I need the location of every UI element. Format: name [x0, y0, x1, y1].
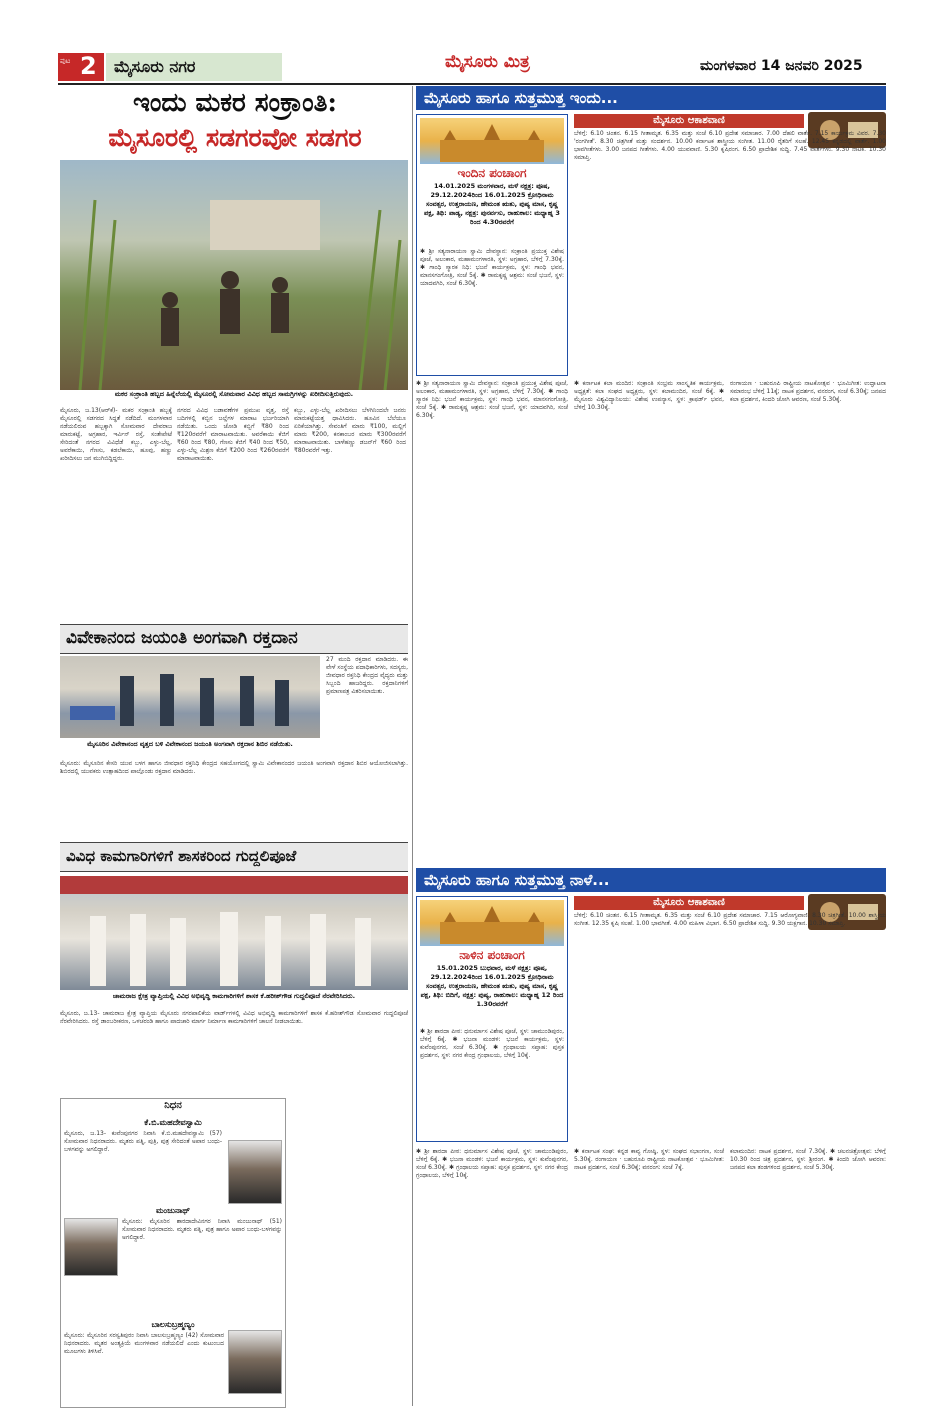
story3-body: ಮೈಸೂರು, ಜ.13- ಚಾಮರಾಜ ಕ್ಷೇತ್ರ ವ್ಯಾಪ್ತಿಯ ಮೈಸೂರು ನಗರಪಾಲಿಕೆಯ ವಾರ್ಡ್‌ಗಳಲ್ಲಿ ವಿವಿಧ ಅಭಿವೃದ್ಧಿ ಕಾಮಗಾರಿಗಳಿಗೆ ಶಾಸಕ ಕೆ.ಹರೀಶ್‌ಗೌಡ ಸೋಮವಾರ ಗುದ್ದಲಿಪೂಜೆ ನೆರವೇರಿಸಿದರು. ರಸ್ತೆ ಡಾಂಬರೀಕರಣ, ಒಳಚರಂಡಿ ಹಾಗೂ ಪಾದಚಾರಿ ಮಾರ್ಗ ನಿರ್ಮಾಣ ಕಾಮಗಾರಿಗಳಿಗೆ ಚಾಲನೆ ನೀಡಲಾಯಿತು.	[60, 1010, 408, 1025]
lead-photo	[60, 160, 408, 390]
story2-headline: ವಿವೇಕಾನಂದ ಜಯಂತಿ ಅಂಗವಾಗಿ ರಕ್ತದಾನ	[60, 624, 408, 654]
tomorrow-events-col2: ✱ ಕರ್ನಾಟಕ ಸಂಘ: ಕನ್ನಡ ಕಾವ್ಯ ಗೋಷ್ಠಿ, ಸ್ಥಳ: ಸಂಘದ ಸಭಾಂಗಣ, ಸಂಜೆ 5.30ಕ್ಕೆ. ರಂಗಾಯಣ · ಬಹುರೂಪಿ ರಾಷ್ಟ್ರೀಯ ನಾಟಕೋತ್ಸವ · ಭೂಮಿಗೀತ: ನಾಟಕ ಪ್ರದರ್ಶನ, ಸಂಜೆ 6.30ಕ್ಕೆ; ವನರಂಗ: ಸಂಜೆ 7ಕ್ಕೆ.	[574, 1148, 724, 1171]
story3-headline: ವಿವಿಧ ಕಾಮಗಾರಿಗಳಿಗೆ ಶಾಸಕರಿಂದ ಗುದ್ದಲಿಪೂಜೆ	[60, 842, 408, 872]
obituary-person3-photo	[228, 1330, 282, 1394]
story3-photo	[60, 876, 408, 990]
today-radio-title: ಮೈಸೂರು ಆಕಾಶವಾಣಿ	[574, 114, 804, 128]
today-radio-schedule: ಬೆಳಿಗ್ಗೆ: 6.10 ಚಿಂತನ. 6.15 ಗೀತಾಮೃತ. 6.35 ಮತ್ತು ಸಂಜೆ 6.10 ಪ್ರದೇಶ ಸಮಾಚಾರ. 7.00 ದೆಹಲಿ ವಾರ್ತೆ. 7.15 ಕಾರ್ಯಕ್ರಮ ವಿವರ. 7.30 'ರಂಗಗೀತೆ'. 8.30 ಚಿತ್ರಗೀತೆ ಮತ್ತು ಸಂದರ್ಶನ. 10.00 ಕರ್ನಾಟಕ ಶಾಸ್ತ್ರೀಯ ಸಂಗೀತ. 11.00 ರೈತರಿಗೆ ಸಲಹೆ. 12.45 ಕನ್ನಡದಲ್ಲಿ ವಾರ್ತೆ. 1.00 ಭಾವಗೀತೆಗಳು. 3.00 ಜನಪದ ಗೀತೆಗಳು. 4.00 ಯುವವಾಣಿ. 5.30 ಕೃಷಿರಂಗ. 6.50 ಪ್ರಾದೇಶಿಕ ಸುದ್ದಿ. 7.45 ವಾರ್ತೆಗಳು. 9.30 ನಾಟಕ. 10.30 ಸಮಾಪ್ತಿ.	[574, 130, 886, 161]
lead-photo-caption: ಮಕರ ಸಂಕ್ರಾಂತಿ ಹಬ್ಬದ ಹಿನ್ನೆಲೆಯಲ್ಲಿ ಮೈಸೂರಲ್ಲಿ ಸೋಮವಾರ ವಿವಿಧ ಹಬ್ಬದ ಸಾಮಗ್ರಿಗಳನ್ನು ಖರೀದಿಸುತ್ತಿರುವುದು.	[114, 390, 354, 398]
obituary-title: ನಿಧನ	[164, 1100, 182, 1111]
today-banner: ಮೈಸೂರು ಹಾಗೂ ಸುತ್ತಮುತ್ತ ಇಂದು...	[416, 86, 886, 110]
tomorrow-panchang-title: ನಾಳಿನ ಪಂಚಾಂಗ	[459, 948, 525, 962]
tomorrow-events-col1: ✱ ಶ್ರೀ ಶಾರದಾ ಪೀಠ: ಧನುರ್ಮಾಸ ವಿಶೇಷ ಪೂಜೆ, ಸ್ಥಳ: ಚಾಮುಂಡಿಪುರಂ, ಬೆಳಿಗ್ಗೆ 6ಕ್ಕೆ. ✱ ಭಜನಾ ಮಂಡಳಿ: ಭಜನೆ ಕಾರ್ಯಕ್ರಮ, ಸ್ಥಳ: ಕುವೆಂಪುನಗರ, ಸಂಜೆ 6.30ಕ್ಕೆ. ✱ ಗ್ರಂಥಾಲಯ ಸಪ್ತಾಹ: ಪುಸ್ತಕ ಪ್ರದರ್ಶನ, ಸ್ಥಳ: ನಗರ ಕೇಂದ್ರ ಗ್ರಂಥಾಲಯ, ಬೆಳಿಗ್ಗೆ 10ಕ್ಕೆ.	[420, 1028, 564, 1059]
masthead	[0, 0, 945, 84]
obituary-person2-name: ಮಂಜುನಾಥ್	[155, 1206, 191, 1215]
page-number: 2	[80, 52, 97, 80]
tomorrow-radio-title: ಮೈಸೂರು ಆಕಾಶವಾಣಿ	[574, 896, 804, 910]
today-panchang-info: 14.01.2025 ಮಂಗಳವಾರ, ಮಳೆ ನಕ್ಷತ್ರ: ಪೂಷ, 29.12.2024ರಿಂದ 16.01.2025 ಕ್ರೋಧಿನಾಮ ಸಂವತ್ಸರ, ಉತ್ತರಾಯಣ, ಹೇಮಂತ ಋತು, ಪುಷ್ಯ ಮಾಸ, ಕೃಷ್ಣ ಪಕ್ಷ, ತಿಥಿ: ಪಾಡ್ಯ, ನಕ್ಷತ್ರ: ಪುನರ್ವಸು, ರಾಹುಕಾಲ: ಮಧ್ಯಾಹ್ನ 3 ರಿಂದ 4.30ರವರೆಗೆ	[424, 182, 560, 226]
lead-body-col2: ನಗರದ ವಿವಿಧ ಬಡಾವಣೆಗಳ ಪ್ರಮುಖ ವೃತ್ತ, ರಸ್ತೆ ಬದಿಗಳಲ್ಲಿ ಕಬ್ಬಿನ ಜಲ್ಲೆಗಳ ಮಾರಾಟ ಭರ್ಜರಿಯಾಗಿ ನಡೆಯಿತು. ಒಂದು ಜೋಡಿ ಕಬ್ಬಿಗೆ ₹80 ರಿಂದ ₹120ರವರೆಗೆ ಮಾರಾಟವಾಯಿತು. ಅವರೆಕಾಯಿ ಕೆಜಿಗೆ ₹60 ರಿಂದ ₹80, ಗೆಣಸು ಕೆಜಿಗೆ ₹40 ರಿಂದ ₹50, ಎಳ್ಳು-ಬೆಲ್ಲ ಮಿಶ್ರಣ ಕೆಜಿಗೆ ₹200 ರಿಂದ ₹260ರವರೆಗೆ ಮಾರಾಟವಾಯಿತು.	[177, 407, 289, 462]
story2-body: ಮೈಸೂರು: ಮೈಸೂರಿನ ಕೇಸರಿ ಯುವ ಬಳಗ ಹಾಗೂ ಜೀವಧಾರ ರಕ್ತನಿಧಿ ಕೇಂದ್ರದ ಸಹಯೋಗದಲ್ಲಿ ಸ್ವಾಮಿ ವಿವೇಕಾನಂದರ ಜಯಂತಿ ಅಂಗವಾಗಿ ರಕ್ತದಾನ ಶಿಬಿರ ಆಯೋಜಿಸಲಾಗಿತ್ತು. ಶಿಬಿರದಲ್ಲಿ ಯುವಕರು ಉತ್ಸಾಹದಿಂದ ಪಾಲ್ಗೊಂಡು ರಕ್ತದಾನ ಮಾಡಿದರು.	[60, 760, 408, 775]
today-panchang-title: ಇಂದಿನ ಪಂಚಾಂಗ	[457, 166, 527, 180]
obituary-person3-name: ಬಾಲಸುಬ್ರಹ್ಮಣ್ಯಂ	[151, 1320, 195, 1329]
tomorrow-panchang-info: 15.01.2025 ಬುಧವಾರ, ಮಳೆ ನಕ್ಷತ್ರ: ಪೂಷ, 29.12.2024ರಿಂದ 16.01.2025 ಕ್ರೋಧಿನಾಮ ಸಂವತ್ಸರ, ಉತ್ತರಾಯಣ, ಹೇಮಂತ ಋತು, ಪುಷ್ಯ ಮಾಸ, ಕೃಷ್ಣ ಪಕ್ಷ, ತಿಥಿ: ಬಿದಿಗೆ, ನಕ್ಷತ್ರ: ಪುಷ್ಯ, ರಾಹುಕಾಲ: ಮಧ್ಯಾಹ್ನ 12 ರಿಂದ 1.30ರವರೆಗೆ	[420, 964, 564, 1008]
column-divider	[412, 86, 413, 1406]
obituary-person1-photo	[228, 1140, 282, 1204]
lead-body-col3: ಕಬ್ಬು, ಎಳ್ಳು-ಬೆಲ್ಲ ಖರೀದಿಸಲು ಬೆಳಗಿನಿಂದಲೇ ಜನರು ಮಾರುಕಟ್ಟೆಯತ್ತ ಧಾವಿಸಿದರು. ಹೂವಿನ ಬೆಲೆಯೂ ಏರಿಕೆಯಾಗಿತ್ತು. ಸೇವಂತಿಗೆ ಮಾರು ₹100, ಮಲ್ಲಿಗೆ ಮಾರು ₹200, ಕನಕಾಂಬರ ಮಾರು ₹300ರವರೆಗೆ ಮಾರಾಟವಾಯಿತು. ಬಾಳೆಹಣ್ಣು ಡಜನ್‌ಗೆ ₹60 ರಿಂದ ₹80ರವರೆಗೆ ಇತ್ತು.	[294, 407, 406, 454]
obituary-person1-text: ಮೈಸೂರು, ಜ.13- ಕುವೆಂಪುನಗರ ನಿವಾಸಿ ಕೆ.ಬಿ.ಮಹದೇವಸ್ವಾಮಿ (57) ಸೋಮವಾರ ನಿಧನರಾದರು. ಮೃತರು ಪತ್ನಿ, ಪುತ್ರಿ, ಪುತ್ರ ಸೇರಿದಂತೆ ಅಪಾರ ಬಂಧು-ಬಳಗವನ್ನು ಅಗಲಿದ್ದಾರೆ.	[64, 1130, 222, 1153]
tomorrow-events-more: ✱ ಶ್ರೀ ಶಾರದಾ ಪೀಠ: ಧನುರ್ಮಾಸ ವಿಶೇಷ ಪೂಜೆ, ಸ್ಥಳ: ಚಾಮುಂಡಿಪುರಂ, ಬೆಳಿಗ್ಗೆ 6ಕ್ಕೆ. ✱ ಭಜನಾ ಮಂಡಳಿ: ಭಜನೆ ಕಾರ್ಯಕ್ರಮ, ಸ್ಥಳ: ಕುವೆಂಪುನಗರ, ಸಂಜೆ 6.30ಕ್ಕೆ. ✱ ಗ್ರಂಥಾಲಯ ಸಪ್ತಾಹ: ಪುಸ್ತಕ ಪ್ರದರ್ಶನ, ಸ್ಥಳ: ನಗರ ಕೇಂದ್ರ ಗ್ರಂಥಾಲಯ, ಬೆಳಿಗ್ಗೆ 10ಕ್ಕೆ.	[416, 1148, 568, 1179]
story2-body-right: 27 ಮಂದಿ ರಕ್ತದಾನ ಮಾಡಿದರು. ಈ ವೇಳೆ ಸಂಸ್ಥೆಯ ಪದಾಧಿಕಾರಿಗಳು, ಸದಸ್ಯರು, ಜೀವಧಾರ ರಕ್ತನಿಧಿ ಕೇಂದ್ರದ ವೈದ್ಯರು ಮತ್ತು ಸಿಬ್ಬಂದಿ ಹಾಜರಿದ್ದರು. ರಕ್ತದಾನಿಗಳಿಗೆ ಪ್ರಮಾಣಪತ್ರ ವಿತರಿಸಲಾಯಿತು.	[326, 656, 408, 695]
story2-photo	[60, 656, 320, 738]
lead-headline-1: ಇಂದು ಮಕರ ಸಂಕ್ರಾಂತಿ:	[132, 88, 337, 118]
section-title: ಮೈಸೂರು ನಗರ	[106, 53, 282, 81]
page-label: ಪುಟ	[60, 57, 71, 65]
issue-date: ಮಂಗಳವಾರ 14 ಜನವರಿ 2025	[700, 58, 863, 74]
obituary-person2-text: ಮೈಸೂರು: ಮೈಸೂರಿನ ಶಾರದಾದೇವಿನಗರ ನಿವಾಸಿ ಮಂಜುನಾಥ್ (51) ಸೋಮವಾರ ನಿಧನರಾದರು. ಮೃತರು ಪತ್ನಿ, ಪುತ್ರ ಹಾಗೂ ಅಪಾರ ಬಂಧು-ಬಳಗವನ್ನು ಅಗಲಿದ್ದಾರೆ.	[122, 1218, 282, 1241]
tomorrow-events-col3: ಕಲಾಮಂದಿರ: ನಾಟಕ ಪ್ರದರ್ಶನ, ಸಂಜೆ 7.30ಕ್ಕೆ. ✱ ಚಲನಚಿತ್ರೋತ್ಸವ: ಬೆಳಿಗ್ಗೆ 10.30 ರಿಂದ ಚಿತ್ರ ಪ್ರದರ್ಶನ, ಸ್ಥಳ: ಶ್ರೀರಂಗ. ✱ ಕಿಂದರಿ ಜೋಗಿ ಆವರಣ: ಜನಪದ ಕಲಾ ತಂಡಗಳಿಂದ ಪ್ರದರ್ಶನ, ಸಂಜೆ 5.30ಕ್ಕೆ.	[730, 1148, 886, 1171]
tomorrow-banner: ಮೈಸೂರು ಹಾಗೂ ಸುತ್ತಮುತ್ತ ನಾಳೆ...	[416, 868, 886, 892]
obituary-person1-name: ಕೆ.ಬಿ.ಮಹದೇವಸ್ವಾಮಿ	[144, 1118, 202, 1127]
page-number-box	[58, 53, 104, 81]
obituary-person2-photo	[64, 1218, 118, 1276]
lead-headline-2: ಮೈಸೂರಲ್ಲಿ ಸಡಗರವೋ ಸಡಗರ	[108, 123, 362, 152]
tomorrow-radio-schedule: ಬೆಳಿಗ್ಗೆ: 6.10 ಚಿಂತನ. 6.15 ಗೀತಾಮೃತ. 6.35 ಮತ್ತು ಸಂಜೆ 6.10 ಪ್ರದೇಶ ಸಮಾಚಾರ. 7.15 ಆರೋಗ್ಯವಾಣಿ. 8.30 ಚಿತ್ರಗೀತೆ. 10.00 ಶಾಸ್ತ್ರೀಯ ಸಂಗೀತ. 12.35 ಕೃಷಿ ಸಲಹೆ. 1.00 ಭಾವಗೀತೆ. 4.00 ಮಹಿಳಾ ವಿಭಾಗ. 6.50 ಪ್ರಾದೇಶಿಕ ಸುದ್ದಿ. 9.30 ಯಕ್ಷಗಾನ. 10.30 ಸಮಾಪ್ತಿ.	[574, 912, 886, 927]
today-events-col3: ರಂಗಾಯಣ · ಬಹುರೂಪಿ ರಾಷ್ಟ್ರೀಯ ನಾಟಕೋತ್ಸವ · ಭೂಮಿಗೀತ: ಉದ್ಘಾಟನಾ ಸಮಾರಂಭ ಬೆಳಿಗ್ಗೆ 11ಕ್ಕೆ; ನಾಟಕ ಪ್ರದರ್ಶನ, ವನರಂಗ, ಸಂಜೆ 6.30ಕ್ಕೆ; ಜನಪದ ಕಲಾ ಪ್ರದರ್ಶನ, ಕಿಂದರಿ ಜೋಗಿ ಆವರಣ, ಸಂಜೆ 5.30ಕ್ಕೆ.	[730, 380, 886, 403]
today-events-more: ✱ ಶ್ರೀ ಸತ್ಯನಾರಾಯಣ ಸ್ವಾಮಿ ದೇವಸ್ಥಾನ: ಸಂಕ್ರಾಂತಿ ಪ್ರಯುಕ್ತ ವಿಶೇಷ ಪೂಜೆ, ಅಲಂಕಾರ, ಮಹಾಮಂಗಳಾರತಿ, ಸ್ಥಳ: ಅಗ್ರಹಾರ, ಬೆಳಿಗ್ಗೆ 7.30ಕ್ಕೆ. ✱ ಗಾಂಧಿ ಸ್ಮಾರಕ ನಿಧಿ: ಭಜನೆ ಕಾರ್ಯಕ್ರಮ, ಸ್ಥಳ: ಗಾಂಧಿ ಭವನ, ಮಾನಸಗಂಗೋತ್ರಿ, ಸಂಜೆ 5ಕ್ಕೆ. ✱ ರಾಮಕೃಷ್ಣ ಆಶ್ರಮ: ಸಂಜೆ ಭಜನೆ, ಸ್ಥಳ: ಯಾದವಗಿರಿ, ಸಂಜೆ 6.30ಕ್ಕೆ.	[416, 380, 568, 419]
obituary-person3-text: ಮೈಸೂರು: ಮೈಸೂರಿನ ಸರಸ್ವತಿಪುರಂ ನಿವಾಸಿ ಬಾಲಸುಬ್ರಹ್ಮಣ್ಯಂ (42) ಸೋಮವಾರ ನಿಧನರಾದರು. ಮೃತರ ಅಂತ್ಯಕ್ರಿಯೆ ಮಂಗಳವಾರ ನಡೆಯಲಿದೆ ಎಂದು ಕುಟುಂಬದ ಮೂಲಗಳು ತಿಳಿಸಿವೆ.	[64, 1332, 224, 1355]
tomorrow-palace-illustration	[420, 900, 564, 946]
paper-logo: ಮೈಸೂರು ಮಿತ್ರ	[445, 52, 530, 72]
today-events-col1: ✱ ಶ್ರೀ ಸತ್ಯನಾರಾಯಣ ಸ್ವಾಮಿ ದೇವಸ್ಥಾನ: ಸಂಕ್ರಾಂತಿ ಪ್ರಯುಕ್ತ ವಿಶೇಷ ಪೂಜೆ, ಅಲಂಕಾರ, ಮಹಾಮಂಗಳಾರತಿ, ಸ್ಥಳ: ಅಗ್ರಹಾರ, ಬೆಳಿಗ್ಗೆ 7.30ಕ್ಕೆ. ✱ ಗಾಂಧಿ ಸ್ಮಾರಕ ನಿಧಿ: ಭಜನೆ ಕಾರ್ಯಕ್ರಮ, ಸ್ಥಳ: ಗಾಂಧಿ ಭವನ, ಮಾನಸಗಂಗೋತ್ರಿ, ಸಂಜೆ 5ಕ್ಕೆ. ✱ ರಾಮಕೃಷ್ಣ ಆಶ್ರಮ: ಸಂಜೆ ಭಜನೆ, ಸ್ಥಳ: ಯಾದವಗಿರಿ, ಸಂಜೆ 6.30ಕ್ಕೆ.	[420, 248, 564, 287]
today-palace-illustration	[420, 118, 564, 164]
story3-photo-caption: ಚಾಮರಾಜ ಕ್ಷೇತ್ರ ವ್ಯಾಪ್ತಿಯಲ್ಲಿ ವಿವಿಧ ಅಭಿವೃದ್ಧಿ ಕಾಮಗಾರಿಗಳಿಗೆ ಶಾಸಕ ಕೆ.ಹರೀಶ್‌ಗೌಡ ಗುದ್ದಲಿಪೂಜೆ ನೆರವೇರಿಸಿದರು.	[112, 992, 356, 1000]
lead-body-col1: ಮೈಸೂರು, ಜ.13(ಆರ್‌ಕೆ)- ಮಕರ ಸಂಕ್ರಾಂತಿ ಹಬ್ಬಕ್ಕೆ ಮೈಸೂರಲ್ಲಿ ಸಡಗರದ ಸಿದ್ಧತೆ ನಡೆದಿದೆ. ಮಂಗಳವಾರ ನಡೆಯಲಿರುವ ಹಬ್ಬಕ್ಕಾಗಿ ಸೋಮವಾರ ದೇವರಾಜ ಮಾರುಕಟ್ಟೆ, ಅಗ್ರಹಾರ, ಇರ್ವಿನ್ ರಸ್ತೆ, ಸಂತೇಪೇಟೆ ಸೇರಿದಂತೆ ನಗರದ ವಿವಿಧೆಡೆ ಕಬ್ಬು, ಎಳ್ಳು-ಬೆಲ್ಲ, ಅವರೆಕಾಯಿ, ಗೆಣಸು, ಕಡಲೆಕಾಯಿ, ಹೂವು, ಹಣ್ಣು ಖರೀದಿಸಲು ಜನ ಮುಗಿಬಿದ್ದಿದ್ದರು.	[60, 407, 172, 462]
header-rule	[58, 83, 886, 85]
today-events-col2: ✱ ಕರ್ನಾಟಕ ಕಲಾ ಮಂದಿರ: ಸಂಕ್ರಾಂತಿ ಸಂಭ್ರಮ ಸಾಂಸ್ಕೃತಿಕ ಕಾರ್ಯಕ್ರಮ, ಅಧ್ಯಕ್ಷತೆ: ಕಲಾ ಸಂಘದ ಅಧ್ಯಕ್ಷರು, ಸ್ಥಳ: ಕಲಾಮಂದಿರ, ಸಂಜೆ 6ಕ್ಕೆ. ✱ ಮೈಸೂರು ವಿಶ್ವವಿದ್ಯಾನಿಲಯ: ವಿಶೇಷ ಉಪನ್ಯಾಸ, ಸ್ಥಳ: ಕ್ರಾಫರ್ಡ್ ಭವನ, ಬೆಳಿಗ್ಗೆ 10.30ಕ್ಕೆ.	[574, 380, 724, 411]
story2-photo-caption: ಮೈಸೂರಿನ ವಿವೇಕಾನಂದ ವೃತ್ತದ ಬಳಿ ವಿವೇಕಾನಂದ ಜಯಂತಿ ಅಂಗವಾಗಿ ರಕ್ತದಾನ ಶಿಬಿರ ನಡೆಯಿತು.	[87, 740, 293, 748]
